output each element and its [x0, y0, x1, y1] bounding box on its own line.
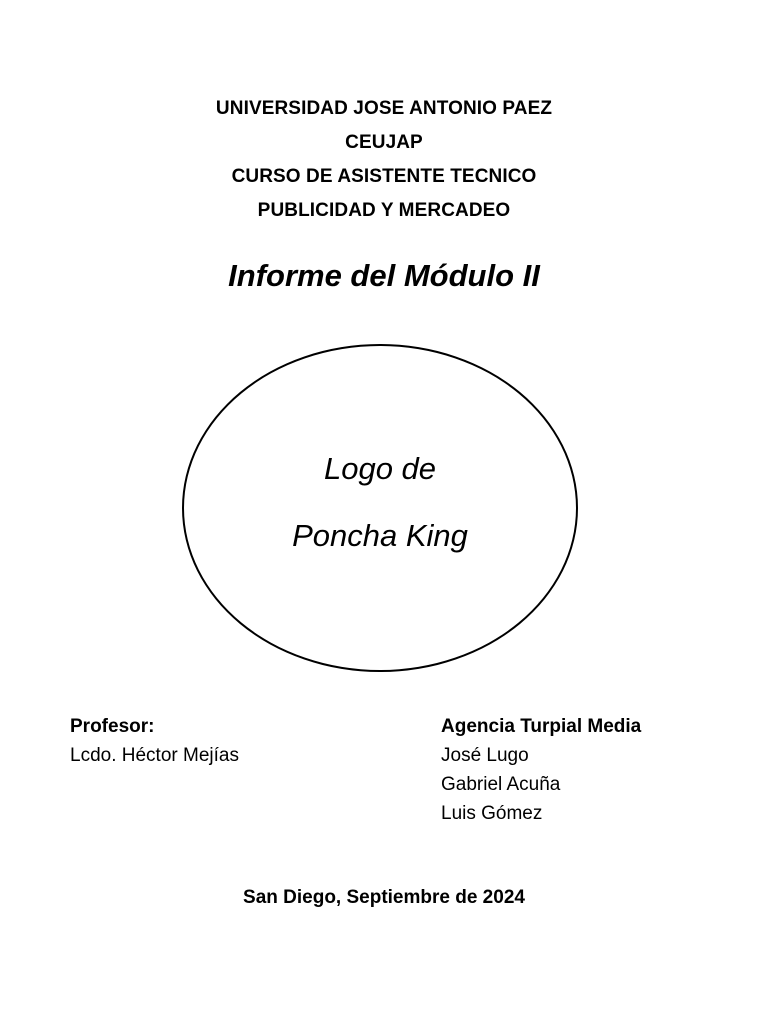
place-and-date: San Diego, Septiembre de 2024 [243, 887, 525, 908]
agency-heading: Agencia Turpial Media [441, 716, 642, 737]
institution-header [0, 92, 768, 228]
agency-member: José Lugo [441, 745, 529, 766]
document-title: Informe del Módulo II [228, 258, 540, 293]
logo-placeholder-line-1: Logo de [323, 451, 437, 486]
logo-placeholder-ellipse [182, 344, 578, 672]
agency-member: Gabriel Acuña [441, 774, 561, 795]
professor-heading: Profesor: [70, 716, 155, 737]
program-name: PUBLICIDAD Y MERCADEO [257, 200, 511, 221]
logo-placeholder-line-2: Poncha King [292, 518, 468, 553]
agency-member: Luis Gómez [441, 803, 543, 824]
university-name: UNIVERSIDAD JOSE ANTONIO PAEZ [215, 98, 553, 119]
professor-name: Lcdo. Héctor Mejías [70, 745, 239, 766]
course-name: CURSO DE ASISTENTE TECNICO [231, 166, 537, 187]
institution-acronym: CEUJAP [345, 132, 423, 153]
professor-block [70, 712, 239, 770]
agency-block [441, 712, 641, 828]
